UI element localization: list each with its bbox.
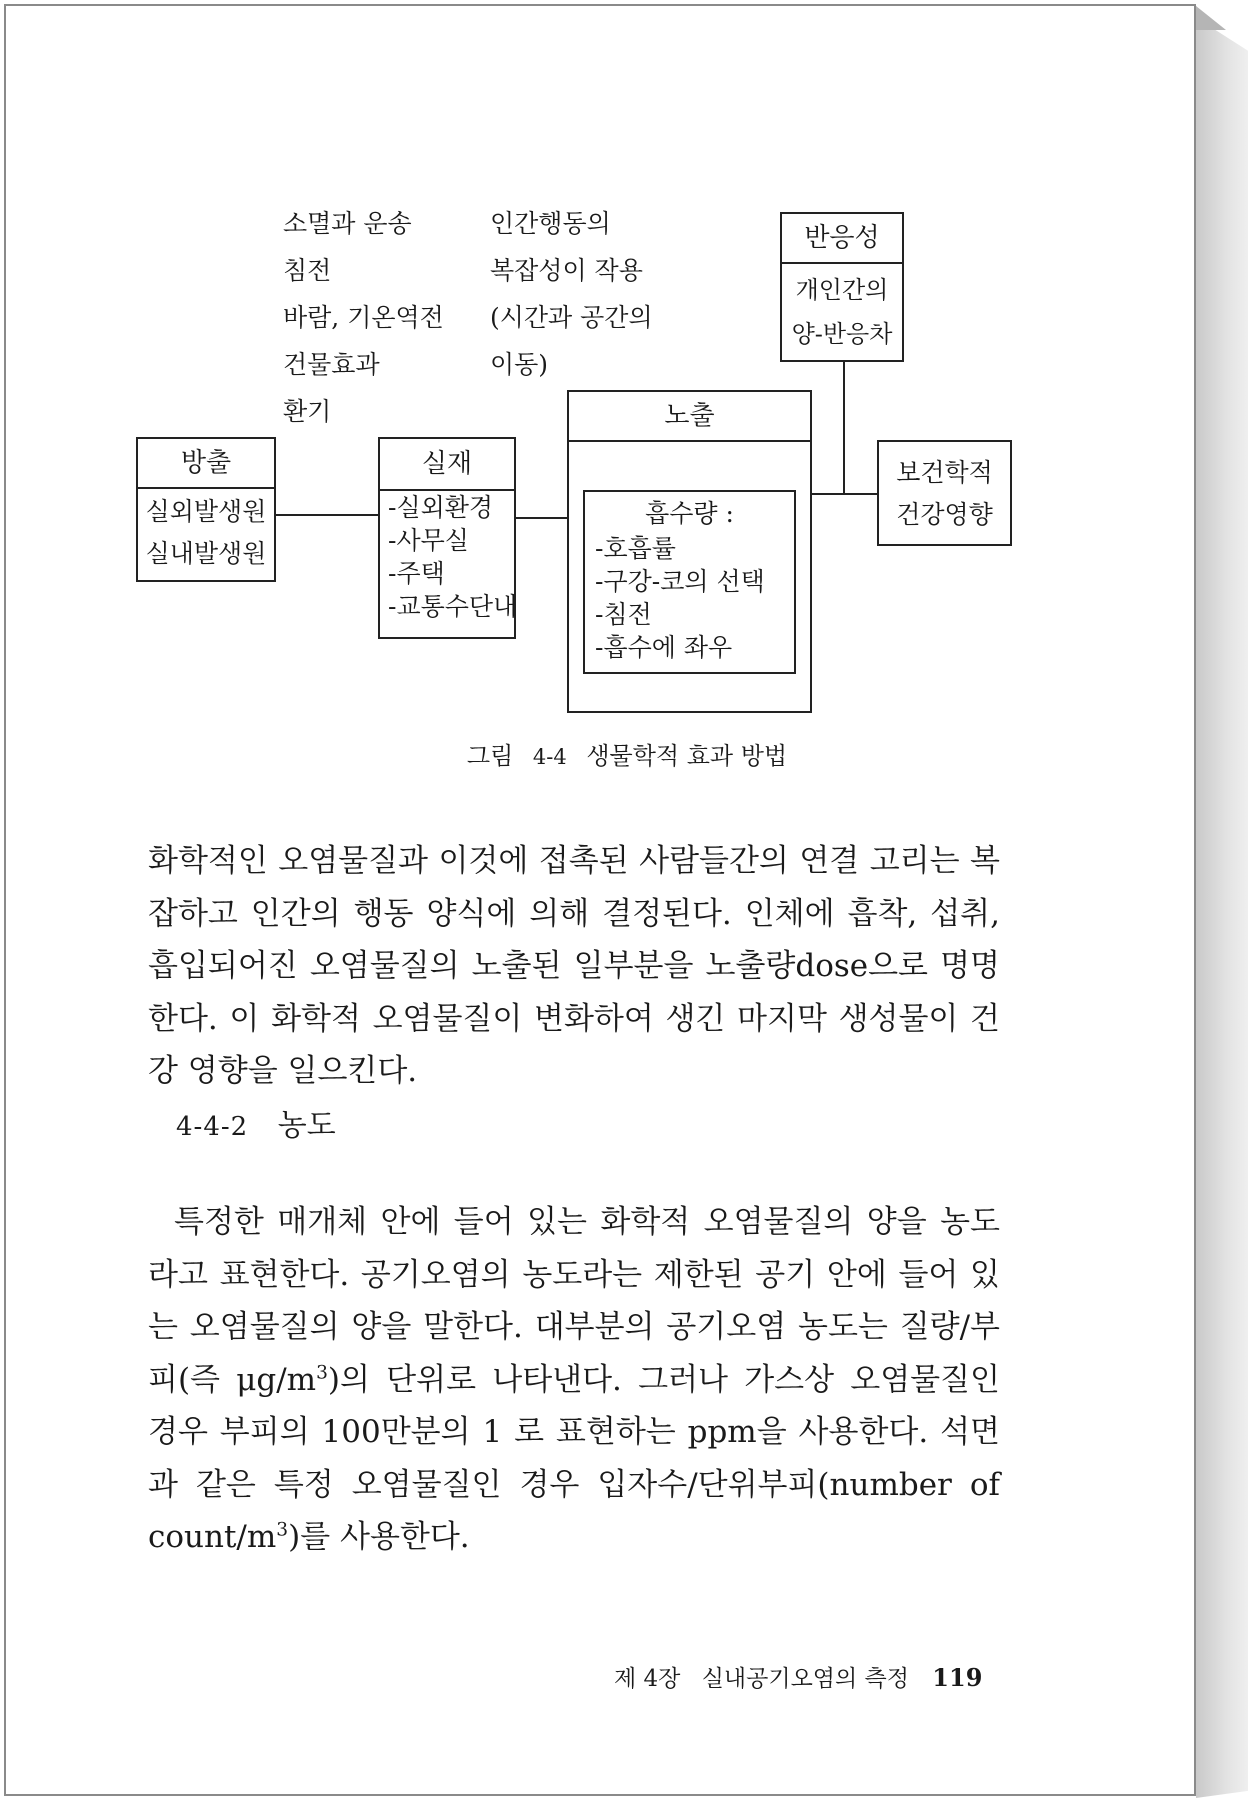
reactivity-line: 양-반응차 (791, 320, 893, 348)
caption-title: 생물학적 효과 방법 (586, 742, 788, 770)
paragraph-exposure: 화학적인 오염물질과 이것에 접촉된 사람들간의 연결 고리는 복잡하고 인간의 행동 양식에 의해 결정된다. 인체에 흡착, 섭취, 흡입되어진 오염물질의 노출된 일부분을 노출량dose으로 명명한다. 이 화학적 오염물질이 변화하여 생긴 마지막 생성물이 건강 영향을 일으킨다. (148, 843, 1000, 1089)
superscript: 3 (276, 1519, 289, 1541)
intake-title: 흡수량 : (645, 499, 734, 528)
process-item: 환기 (283, 397, 332, 426)
paragraph-text: )의 단위로 나타낸다. 그러나 가스상 오염물질인 경우 부피의 100만분의 1 로 표현하는 ppm을 사용한다. 석면과 같은 특정 오염물질인 경우 입자수/단위부피(number of count/m (148, 1361, 1000, 1555)
emission-line: 실내발생원 (145, 539, 267, 568)
presence-line: -실외환경 (388, 493, 494, 522)
intake-box (583, 490, 796, 674)
page-footer (600, 1660, 983, 1693)
reactivity-line: 개인간의 (795, 276, 889, 304)
exposure-title: 노출 (569, 392, 810, 442)
process-item: 인간행동의 (490, 209, 611, 238)
connector-emission-presence (276, 514, 378, 516)
superscript: 3 (316, 1362, 328, 1384)
intake-line: -침전 (595, 600, 652, 629)
process-item: (시간과 공간의 (490, 303, 653, 332)
figure-caption (0, 736, 1254, 771)
presence-line: -교통수단내 (388, 592, 518, 621)
biological-effect-diagram (0, 0, 1254, 700)
page-number: 119 (932, 1663, 983, 1692)
paragraph-text: )를 사용한다. (288, 1519, 470, 1555)
process-item: 이동) (490, 350, 549, 379)
connector-reactivity (843, 362, 845, 494)
emission-line: 실외발생원 (145, 497, 267, 526)
reactivity-box (780, 212, 904, 362)
intake-line: -흡수에 좌우 (595, 633, 733, 662)
process-item: 복잡성이 작용 (490, 256, 643, 285)
caption-number: 4-4 (532, 745, 567, 769)
caption-label: 그림 (466, 742, 514, 770)
process-item: 침전 (283, 256, 332, 285)
footer-chapter: 제 4장 (614, 1666, 681, 1692)
process-item: 건물효과 (283, 350, 380, 379)
section-title: 농도 (277, 1108, 336, 1143)
emission-box (136, 437, 276, 582)
presence-box (378, 437, 516, 639)
emission-title: 방출 (138, 439, 274, 489)
process-item: 소멸과 운송 (283, 209, 412, 238)
intake-line: -호흡률 (595, 534, 676, 563)
presence-title: 실재 (380, 439, 514, 491)
section-number: 4-4-2 (176, 1112, 249, 1142)
health-line: 건강영향 (896, 500, 993, 529)
health-line: 보건학적 (896, 458, 993, 487)
process-list-left (283, 200, 444, 435)
presence-line: -사무실 (388, 526, 469, 555)
reactivity-title: 반응성 (782, 214, 902, 264)
process-list-right (490, 200, 653, 388)
paragraph-text: 특정한 매개체 안에 들어 있는 화학적 오염물질의 양을 농도라고 표현한다. 공기오염의 농도라는 제한된 공기 안에 들어 있는 오염물질의 양을 말한다. 대부분의 공기오염 농도는 질량/부피(즉 μg/m (148, 1204, 1000, 1398)
process-item: 바람, 기온역전 (283, 303, 444, 332)
intake-line: -구강-코의 선택 (595, 567, 765, 596)
presence-line: -주택 (388, 559, 445, 588)
connector-presence-exposure (516, 517, 567, 519)
paragraph-concentration (148, 1196, 1000, 1564)
health-effect-box (877, 440, 1012, 546)
footer-title: 실내공기오염의 측정 (701, 1666, 909, 1692)
section-heading (176, 1100, 336, 1144)
